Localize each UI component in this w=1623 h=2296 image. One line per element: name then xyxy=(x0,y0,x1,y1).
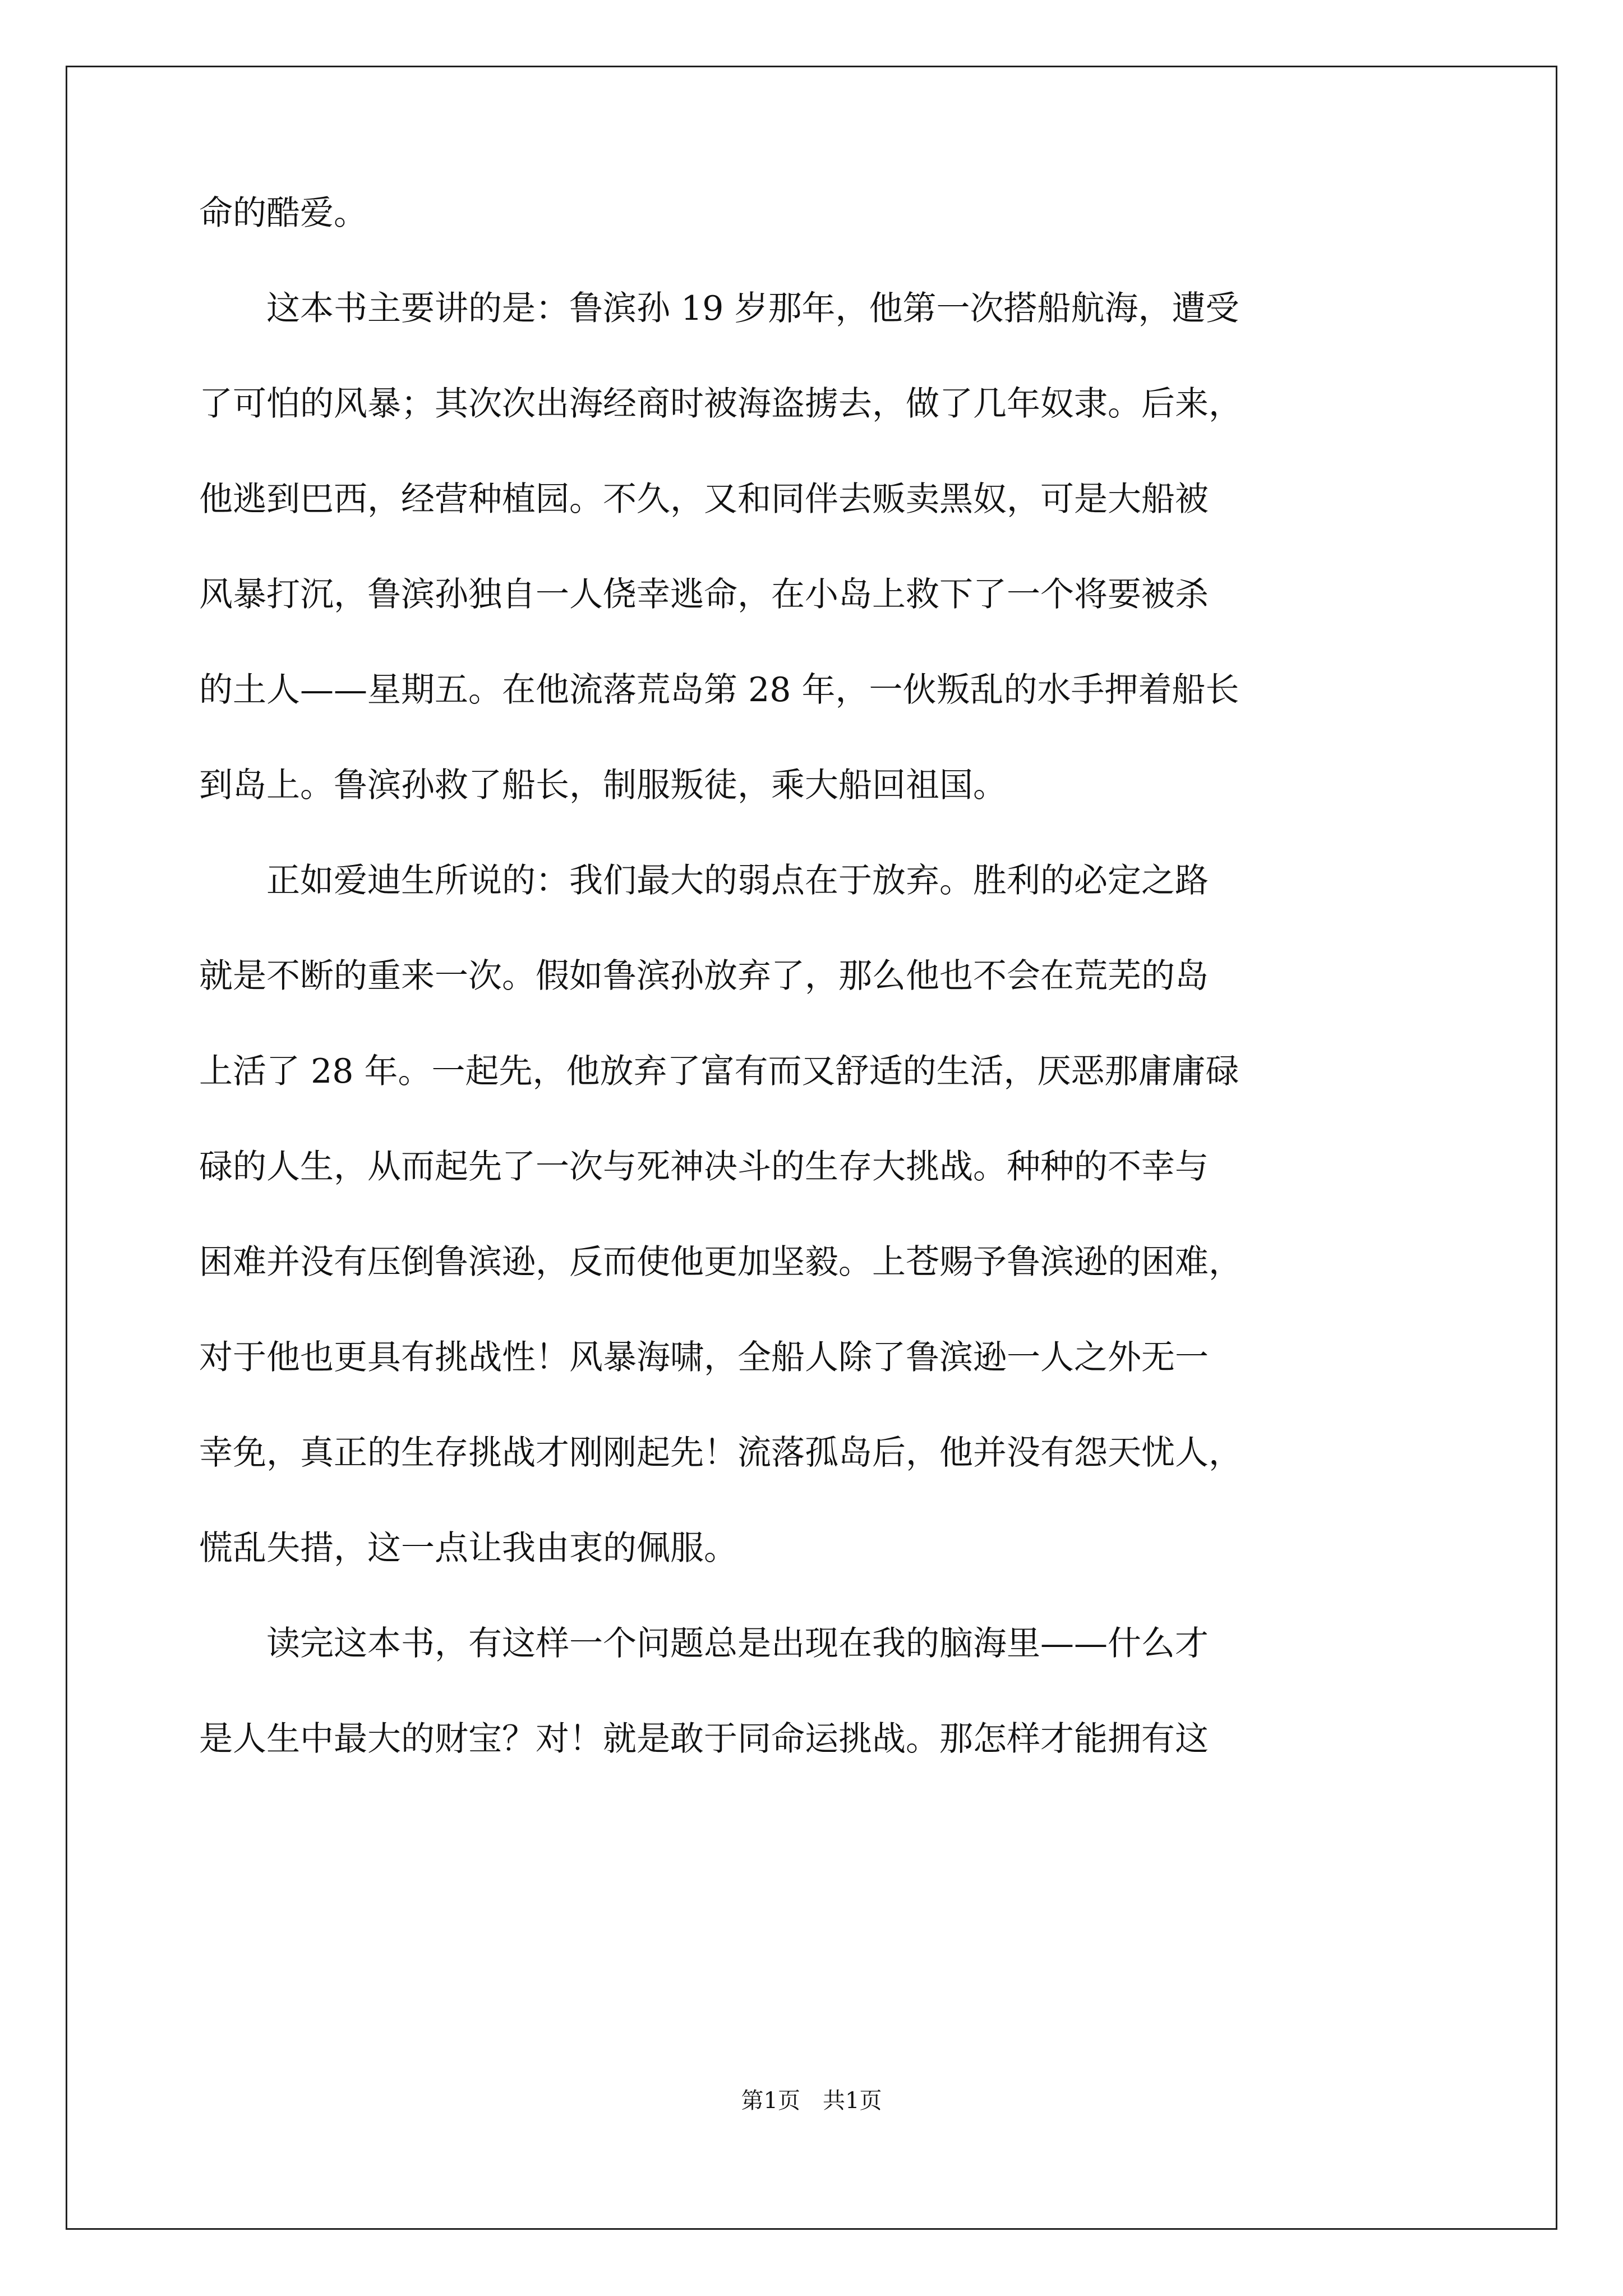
text-line: 是人生中最大的财宝？对！就是敢于同命运挑战。那怎样才能拥有这 xyxy=(199,1719,1209,1759)
text-line: 对于他也更具有挑战性！风暴海啸，全船人除了鲁滨逊一人之外无一 xyxy=(199,1338,1209,1377)
text-line: 他逃到巴西，经营种植园。不久，又和同伴去贩卖黑奴，可是大船被 xyxy=(199,480,1209,519)
text-line: 风暴打沉，鲁滨孙独自一人侥幸逃命，在小岛上救下了一个将要被杀 xyxy=(199,575,1209,614)
text-line: 正如爱迪生所说的：我们最大的弱点在于放弃。胜利的必定之路 xyxy=(199,861,1209,900)
text-line: 困难并没有压倒鲁滨逊，反而使他更加坚毅。上苍赐予鲁滨逊的困难， xyxy=(199,1243,1242,1282)
text-line: 到岛上。鲁滨孙救了船长，制服叛徒，乘大船回祖国。 xyxy=(199,766,1007,805)
text-line: 了可怕的风暴；其次次出海经商时被海盗掳去，做了几年奴隶。后来， xyxy=(199,384,1242,424)
text-line: 慌乱失措，这一点让我由衷的佩服。 xyxy=(199,1529,737,1568)
text-line: 幸免，真正的生存挑战才刚刚起先！流落孤岛后，他并没有怨天忧人， xyxy=(199,1433,1242,1473)
text-line: 读完这本书，有这样一个问题总是出现在我的脑海里——什么才 xyxy=(199,1624,1209,1663)
text-line: 碌的人生，从而起先了一次与死神决斗的生存大挑战。种种的不幸与 xyxy=(199,1147,1209,1186)
text-line: 上活了 28 年。一起先，他放弃了富有而又舒适的生活，厌恶那庸庸碌 xyxy=(199,1052,1239,1091)
text-line: 命的酷爱。 xyxy=(199,194,367,233)
text-line: 这本书主要讲的是：鲁滨孙 19 岁那年，他第一次搭船航海，遭受 xyxy=(199,289,1239,328)
text-line: 的土人——星期五。在他流落荒岛第 28 年，一伙叛乱的水手押着船长 xyxy=(199,670,1239,710)
text-line: 就是不断的重来一次。假如鲁滨孙放弃了，那么他也不会在荒芜的岛 xyxy=(199,956,1209,996)
page-footer: 第1页 共1页 xyxy=(741,2088,882,2114)
